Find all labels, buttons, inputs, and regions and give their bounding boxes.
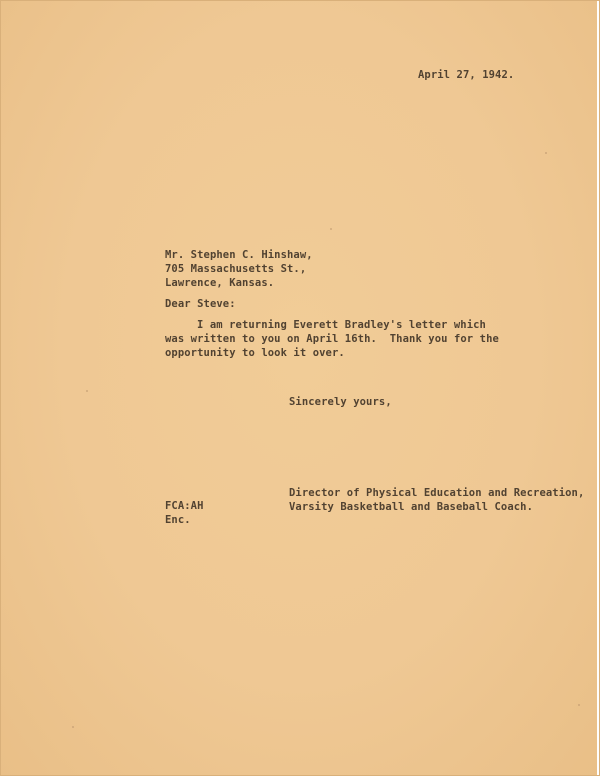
signature-title-1: Director of Physical Education and Recreation,: [289, 487, 585, 499]
paper-speck: [72, 726, 74, 728]
recipient-name: Mr. Stephen C. Hinshaw,: [165, 249, 313, 261]
salutation: Dear Steve:: [165, 298, 236, 310]
body-line-3: opportunity to look it over.: [165, 347, 345, 359]
letter-date: April 27, 1942.: [418, 69, 515, 81]
enclosure-notation: Enc.: [165, 514, 191, 526]
paper-speck: [86, 390, 88, 392]
body-line-1: I am returning Everett Bradley's letter which: [197, 319, 486, 331]
recipient-city: Lawrence, Kansas.: [165, 277, 275, 289]
paper-speck: [330, 228, 332, 230]
closing: Sincerely yours,: [289, 396, 392, 408]
reference-initials: FCA:AH: [165, 500, 204, 512]
body-line-2: was written to you on April 16th. Thank you for the: [165, 333, 499, 345]
signature-title-2: Varsity Basketball and Baseball Coach.: [289, 501, 534, 513]
paper-speck: [545, 152, 547, 154]
paper-speck: [578, 704, 580, 706]
recipient-street: 705 Massachusetts St.,: [165, 263, 307, 275]
